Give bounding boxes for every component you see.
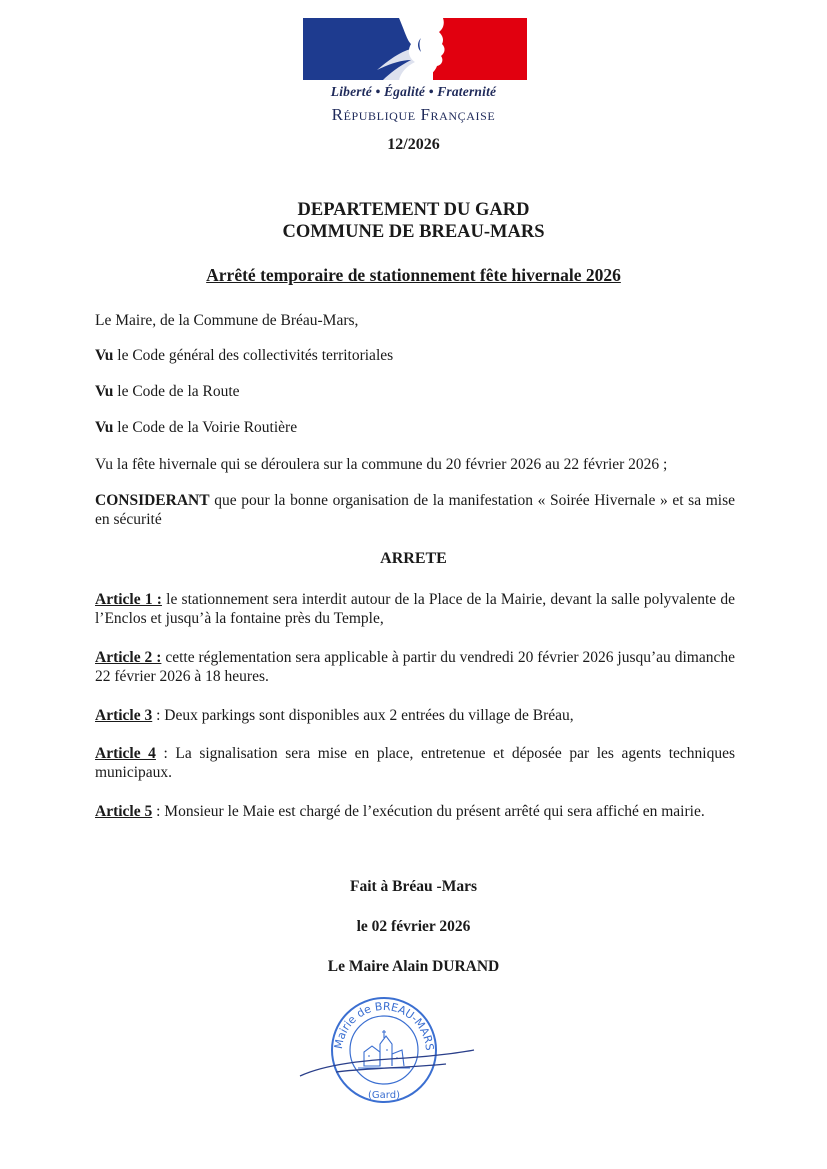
vu-text: le Code de la Route bbox=[113, 383, 240, 400]
signature-date: le 02 février 2026 bbox=[356, 918, 471, 935]
vu-code-route bbox=[95, 382, 735, 401]
article-label: Article 4 bbox=[95, 745, 156, 762]
vu-label: Vu bbox=[95, 383, 114, 400]
svg-text:Mairie de BREAU-MARS bbox=[332, 1000, 436, 1051]
article-3 bbox=[95, 706, 735, 725]
republique-francaise: République Française bbox=[331, 105, 496, 124]
signature-stroke bbox=[300, 1050, 474, 1076]
stamp-village-drawing bbox=[358, 1030, 410, 1068]
arrete-number: 12/2026 bbox=[387, 136, 440, 153]
article-5 bbox=[95, 802, 735, 821]
article-1 bbox=[95, 590, 735, 628]
article-label: Article 5 bbox=[95, 803, 153, 820]
maire-name: Le Maire Alain DURAND bbox=[327, 958, 500, 975]
vu-code-voirie bbox=[95, 418, 735, 437]
mairie-stamp bbox=[296, 994, 476, 1106]
document-title-text: Arrêté temporaire de stationnement fête hivernale 2026 bbox=[206, 265, 621, 285]
devise: Liberté • Égalité • Fraternité bbox=[330, 84, 497, 99]
departement-heading: DEPARTEMENT DU GARD bbox=[297, 200, 530, 220]
article-label: Article 2 : bbox=[95, 649, 162, 666]
fait-a: Fait à Bréau -Mars bbox=[350, 878, 477, 895]
article-4 bbox=[95, 744, 735, 782]
flag-red bbox=[433, 18, 527, 80]
article-label: Article 3 bbox=[95, 707, 153, 724]
vu-text: le Code de la Voirie Routière bbox=[113, 419, 298, 436]
vu-fete: Vu la fête hivernale qui se déroulera sur la commune du 20 février 2026 au 22 février 2026 ; bbox=[95, 456, 668, 473]
marianne-logo bbox=[303, 18, 527, 80]
article-text: : Deux parkings sont disponibles aux 2 entrées du village de Bréau, bbox=[152, 707, 574, 724]
stamp-ring-text: Mairie de BREAU-MARS bbox=[331, 999, 437, 1052]
article-2 bbox=[95, 648, 735, 686]
vu-label: Vu bbox=[95, 347, 114, 364]
article-text: : Monsieur le Maie est chargé de l’exécution du présent arrêté qui sera affiché en mairie. bbox=[152, 803, 705, 820]
arrete-heading: ARRETE bbox=[380, 550, 447, 567]
document-title bbox=[0, 265, 827, 286]
vu-text: le Code général des collectivités territoriales bbox=[113, 347, 394, 364]
article-label: Article 1 : bbox=[95, 591, 162, 608]
considerant-text: que pour la bonne organisation de la manifestation « Soirée Hivernale » et sa mise en sécurité bbox=[95, 492, 735, 528]
stamp-bottom-text: (Gard) bbox=[368, 1090, 400, 1101]
article-text: : La signalisation sera mise en place, entretenue et déposée par les agents techniques municipaux. bbox=[95, 745, 735, 781]
vu-label: Vu bbox=[95, 419, 114, 436]
article-text: cette réglementation sera applicable à partir du vendredi 20 février 2026 jusqu’au dimanche 22 février 2026 à 18 heures. bbox=[95, 649, 735, 685]
article-text: le stationnement sera interdit autour de la Place de la Mairie, devant la salle polyvalente de l’Enclos et jusqu’à la fontaine près du Temple, bbox=[95, 591, 736, 627]
considerant bbox=[95, 491, 735, 529]
preamble-maire: Le Maire, de la Commune de Bréau-Mars, bbox=[95, 312, 359, 329]
commune-heading: COMMUNE DE BREAU-MARS bbox=[282, 222, 545, 242]
vu-cgct bbox=[95, 346, 735, 365]
considerant-label: CONSIDERANT bbox=[95, 492, 210, 509]
